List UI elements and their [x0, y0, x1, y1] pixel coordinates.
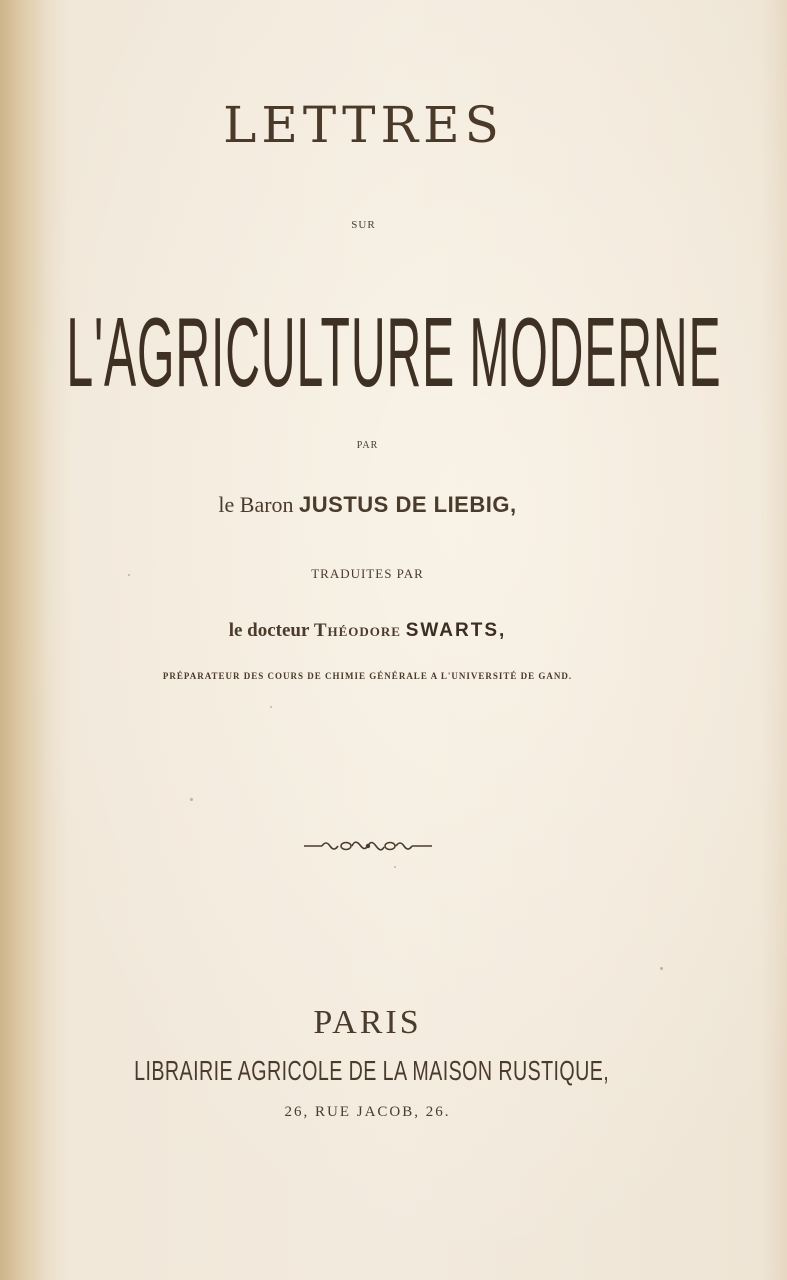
- book-title: LETTRES: [223, 96, 504, 154]
- main-title-text: L'AGRICULTURE MODERNE: [65, 296, 722, 407]
- author-name: JUSTUS DE LIEBIG,: [299, 492, 517, 517]
- translator-last-name: SWARTS,: [405, 620, 507, 641]
- paper-speck: [190, 798, 193, 801]
- translator-role: PRÉPARATEUR DES COURS DE CHIMIE GÉNÉRALE A L'UNIVERSITÉ DE GAND.: [162, 671, 573, 681]
- translation-connector: TRADUITES PAR: [311, 566, 424, 581]
- paper-speck: [270, 706, 272, 708]
- paper-speck: [128, 574, 130, 576]
- author-line: [0, 492, 761, 518]
- paper-speck: [660, 967, 663, 970]
- translator-first-name: Théodore: [313, 620, 401, 641]
- translator-line: [0, 620, 761, 642]
- publisher-name: LIBRAIRIE AGRICOLE DE LA MAISON RUSTIQUE,: [133, 1056, 610, 1088]
- publisher-line: [0, 1056, 765, 1088]
- author-connector-par: PAR: [356, 440, 379, 451]
- ornament-divider-icon: [304, 836, 432, 856]
- translator-prefix: le docteur: [228, 620, 310, 641]
- publisher-address: 26, RUE JACOB, 26.: [284, 1104, 451, 1120]
- title-connector-sur: SUR: [351, 219, 376, 231]
- paper-speck: [394, 866, 396, 868]
- author-prefix: le Baron: [218, 492, 294, 517]
- main-title: [0, 295, 787, 407]
- publication-city: PARIS: [313, 1004, 422, 1041]
